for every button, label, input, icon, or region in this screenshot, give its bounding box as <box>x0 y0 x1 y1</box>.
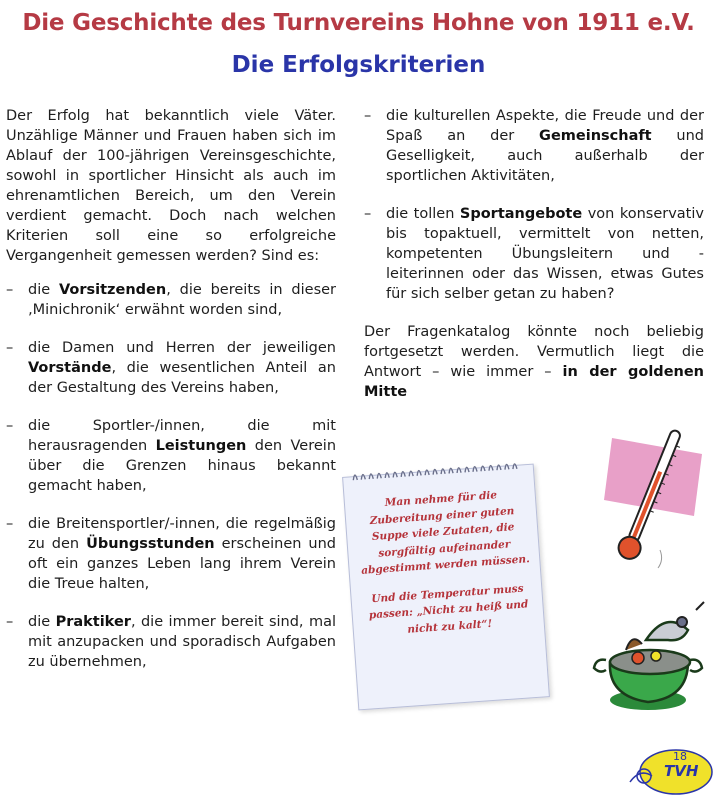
list-item <box>6 514 336 594</box>
list-item <box>364 204 704 304</box>
closing-text: Der Fragenkatalog könnte noch beliebig fortgesetzt werden. Vermutlich liegt die Antwort – wie immer – <box>364 324 704 380</box>
item-text: , die wesentlichen Anteil an der Gestaltung des Vereins haben, <box>28 360 336 396</box>
list-item <box>6 612 336 672</box>
item-text: , die immer bereit sind, mal mit anzupacken und sporadisch Aufgaben zu übernehmen, <box>28 614 336 670</box>
item-keyword: Vorstände <box>28 360 112 376</box>
page-number: 18 <box>673 750 687 763</box>
item-text: und Geselligkeit, auch außerhalb der sportlichen Aktivitäten, <box>386 128 704 184</box>
dash-marker: – <box>364 206 372 222</box>
note-paragraph-recipe: Man nehme für die Zubereitung einer guten Suppe viele Zutaten, die sorgfältig aufeinander abgestimmt werden müssen. <box>360 489 531 577</box>
list-item <box>364 106 704 186</box>
closing-paragraph <box>364 322 704 402</box>
left-column <box>6 106 336 690</box>
item-text: die kulturellen Aspekte, die Freude und der Spaß an der <box>386 108 704 144</box>
item-keyword: Leistungen <box>155 438 247 454</box>
note-text <box>355 485 537 653</box>
list-item <box>6 280 336 320</box>
item-keyword: Vorsitzenden <box>58 282 167 298</box>
dash-marker: – <box>6 614 14 630</box>
item-text: den Verein über die Grenzen hinaus bekannt gemacht haben, <box>28 438 337 494</box>
page-subtitle: Die Erfolgskriterien <box>231 52 486 78</box>
item-text: die <box>28 282 59 298</box>
item-keyword: Übungsstunden <box>86 536 215 552</box>
item-keyword: Praktiker <box>55 614 131 630</box>
item-text: die <box>28 614 56 630</box>
item-text: erscheinen und oft ein ganzes Leben lang ihrem Verein die Treue halten, <box>28 536 336 592</box>
intro-paragraph: Der Erfolg hat bekanntlich viele Väter. Unzählige Männer und Frauen haben sich im Ablauf der 100-jährigen Vereinsgeschichte, sowohl in sportlicher Hinsicht als auch im ehrenamtlichen Bereich, um den Verein verdient gemacht. Doch nach welchen Kriterien soll eine so erfolgreiche Vergangenheit gemessen werden? Sind es: <box>6 108 336 264</box>
dash-marker: – <box>6 282 14 298</box>
closing-keyword: in der goldenen Mitte <box>364 364 705 400</box>
item-keyword: Gemeinschaft <box>539 128 652 144</box>
item-text: die Breitensportler/-innen, die regelmäßig zu den <box>28 516 336 552</box>
page-title: Die Geschichte des Turnvereins Hohne von 1911 e.V. <box>22 10 695 36</box>
item-text: die Sportler-/innen, die mit herausragenden <box>28 418 336 454</box>
item-text: die Damen und Herren der jeweiligen <box>28 340 336 356</box>
dash-marker: – <box>6 418 14 434</box>
list-item <box>6 416 336 496</box>
item-keyword: Sportangebote <box>459 206 583 222</box>
item-text: die tollen <box>386 206 460 222</box>
dash-marker: – <box>6 340 14 356</box>
spiral-binding-icon <box>348 456 527 482</box>
dash-marker: – <box>6 516 14 532</box>
right-column <box>364 106 704 420</box>
dash-marker: – <box>364 108 372 124</box>
item-text: von konservativ bis topaktuell, vermittelt von netten, kompetenten Übungsleitern und -leiterinnen oder das Wissen, etwas Gutes für sich selber getan zu haben? <box>386 206 704 302</box>
recipe-note-card <box>342 464 550 711</box>
item-text: , die bereits in dieser ‚Minichronik‘ erwähnt worden sind, <box>28 282 337 318</box>
soup-pot-icon <box>586 600 716 720</box>
note-paragraph-temperature: Und die Temperatur muss passen: „Nicht zu heiß und nicht zu kalt“! <box>368 582 529 636</box>
thermometer-icon <box>590 420 715 580</box>
badge-label: TVH <box>664 762 699 780</box>
list-item <box>6 338 336 398</box>
